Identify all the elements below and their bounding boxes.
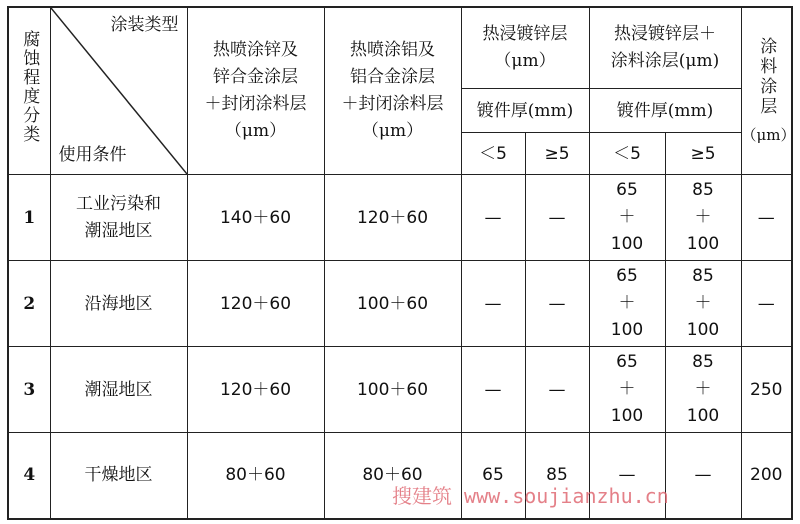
header-diagonal-cell: [50, 7, 187, 175]
header-hot-dip-paint: [589, 7, 741, 89]
header-thickness: 镀件厚(mm): [461, 89, 589, 133]
row-spray-zinc: 140＋60: [187, 175, 324, 261]
row-hot-dip-ge5: —: [525, 347, 589, 433]
row-spray-zinc: 120＋60: [187, 261, 324, 347]
header-ge5: ≥5: [525, 133, 589, 175]
value-line: 100: [686, 406, 720, 426]
header-lt5: ＜5: [461, 133, 525, 175]
row-paint: 250: [741, 347, 792, 433]
row-hot-dip-ge5: —: [525, 261, 589, 347]
header-spray-zinc: [187, 7, 324, 175]
row-index: 2: [8, 261, 50, 347]
row-hot-dip-paint-lt5: —: [589, 433, 665, 519]
value-line: 65: [616, 266, 638, 286]
header-use-condition: 使用条件: [58, 145, 127, 165]
row-spray-zinc: 80＋60: [187, 433, 324, 519]
header-paint: [741, 7, 796, 175]
row-hot-dip-paint-ge5: [665, 175, 741, 261]
row-hot-dip-paint-lt5: [589, 347, 665, 433]
row-condition: [50, 175, 187, 261]
row-hot-dip-ge5: —: [525, 175, 589, 261]
row-spray-al: 100＋60: [324, 261, 461, 347]
value-line: 100: [610, 406, 644, 426]
header-spray-zinc-line: 锌合金涂层: [213, 67, 298, 87]
header-spray-al-line: 热喷涂铝及: [350, 40, 435, 60]
header-spray-al-line: 铝合金涂层: [350, 67, 435, 87]
header-spray-al-line: ＋封闭涂料层: [341, 94, 444, 114]
row-hot-dip-paint-lt5: [589, 175, 665, 261]
header-coating-type: 涂装类型: [110, 15, 179, 35]
header-spray-zinc-unit: （μm）: [224, 121, 287, 141]
row-hot-dip-lt5: —: [461, 347, 525, 433]
row-hot-dip-ge5: 85: [525, 433, 589, 519]
row-hot-dip-paint-ge5: —: [665, 433, 741, 519]
value-line: 65: [616, 180, 638, 200]
row-hot-dip-lt5: —: [461, 175, 525, 261]
value-line: 85: [692, 180, 714, 200]
value-line: 100: [610, 320, 644, 340]
row-spray-al: 120＋60: [324, 175, 461, 261]
table-row: [8, 261, 792, 347]
header-corrosion-class: [8, 7, 50, 175]
header-spray-zinc-line: ＋封闭涂料层: [204, 94, 307, 114]
header-corrosion-class-text: 腐蚀程度分类: [19, 30, 40, 144]
header-lt5: ＜5: [589, 133, 665, 175]
row-condition-line: 潮湿地区: [84, 220, 153, 241]
value-line: ＋: [694, 379, 712, 399]
row-index: 3: [8, 347, 50, 433]
watermark: 搜建筑 www.soujianzhu.cn: [392, 484, 669, 508]
header-hot-dip-paint-line: 热浸镀锌层＋: [614, 24, 716, 44]
row-index: 4: [8, 433, 50, 519]
header-spray-al-unit: （μm）: [361, 121, 424, 141]
row-paint: —: [741, 175, 792, 261]
header-thickness: 镀件厚(mm): [589, 89, 741, 133]
row-condition: 潮湿地区: [50, 347, 187, 433]
value-line: 65: [616, 352, 638, 372]
row-index: 1: [8, 175, 50, 261]
value-line: 100: [686, 320, 720, 340]
value-line: ＋: [618, 379, 636, 399]
value-line: ＋: [618, 293, 636, 313]
row-condition-line: 工业污染和: [76, 193, 161, 214]
header-spray-zinc-line: 热喷涂锌及: [213, 40, 298, 60]
table-row: [8, 347, 792, 433]
header-hot-dip-paint-line: 涂料涂层(μm): [610, 51, 720, 71]
row-paint: 200: [741, 433, 792, 519]
value-line: ＋: [694, 207, 712, 227]
header-hot-dip-unit: （μm）: [494, 51, 556, 71]
row-hot-dip-lt5: —: [461, 261, 525, 347]
row-condition: 干燥地区: [50, 433, 187, 519]
header-hot-dip: [461, 7, 589, 89]
header-paint-unit: （μm）: [741, 126, 796, 144]
value-line: ＋: [694, 293, 712, 313]
value-line: 85: [692, 352, 714, 372]
row-spray-zinc: 120＋60: [187, 347, 324, 433]
row-paint: —: [741, 261, 792, 347]
value-line: 100: [686, 234, 720, 254]
row-condition: 沿海地区: [50, 261, 187, 347]
row-hot-dip-lt5: 65: [461, 433, 525, 519]
table-row: [8, 175, 792, 261]
value-line: ＋: [618, 207, 636, 227]
row-spray-al: 100＋60: [324, 347, 461, 433]
row-hot-dip-paint-ge5: [665, 347, 741, 433]
header-paint-text: 涂料涂层: [756, 37, 777, 117]
header-hot-dip-line: 热浸镀锌层: [482, 24, 568, 44]
header-ge5: ≥5: [665, 133, 741, 175]
row-spray-al: 80＋60: [324, 433, 461, 519]
row-hot-dip-paint-lt5: [589, 261, 665, 347]
value-line: 100: [610, 234, 644, 254]
coating-table: [7, 6, 796, 520]
header-spray-al: [324, 7, 461, 175]
value-line: 85: [692, 266, 714, 286]
row-hot-dip-paint-ge5: [665, 261, 741, 347]
